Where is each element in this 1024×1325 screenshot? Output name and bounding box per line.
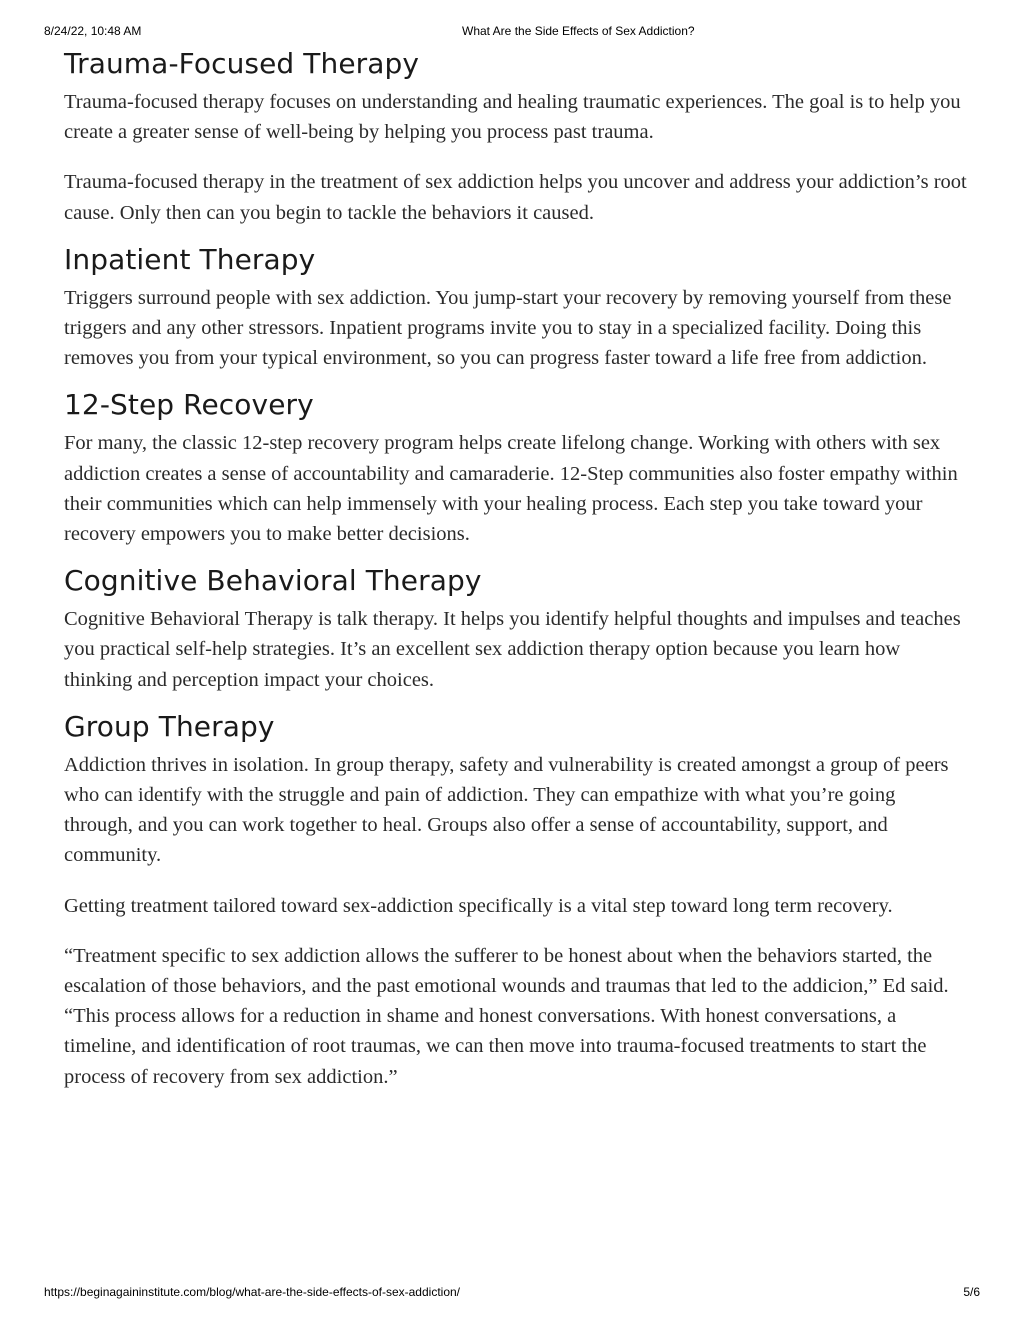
print-footer	[44, 1285, 980, 1301]
paragraph: Triggers surround people with sex addiction. You jump-start your recovery by removing yourself from these triggers and any other stressors. Inpatient programs invite you to stay in a specialized facility. Doing this removes you from your typical environment, so you can progress faster toward a life free from addiction.	[64, 286, 952, 370]
quote-paragraph: “Treatment specific to sex addiction allows the sufferer to be honest about when the behaviors started, the escalation of those behaviors, and the past emotional wounds and traumas that led to the addicion,” Ed said. “This process allows for a reduction in shame and honest conversations. With honest conversations, a timeline, and identification of root traumas, we can then move into trauma-focused treatments to start the process of recovery from sex addiction.”	[64, 944, 949, 1088]
section-heading-trauma-focused-therapy: Trauma-Focused Therapy	[64, 47, 420, 80]
section-heading-cognitive-behavioral-therapy: Cognitive Behavioral Therapy	[64, 564, 482, 598]
print-page-number: 5/6	[963, 1285, 980, 1299]
paragraph: Trauma-focused therapy focuses on understanding and healing traumatic experiences. The goal is to help you create a greater sense of well-being by helping you process past trauma.	[64, 91, 961, 144]
paragraph: Getting treatment tailored toward sex-addiction specifically is a vital step toward long term recovery.	[64, 894, 893, 917]
print-url: https://beginagaininstitute.com/blog/what-are-the-side-effects-of-sex-addiction/	[44, 1285, 460, 1299]
print-header	[44, 24, 980, 40]
print-page-title: What Are the Side Effects of Sex Addiction?	[462, 24, 695, 38]
section-heading-group-therapy: Group Therapy	[64, 709, 275, 743]
section-heading-12-step-recovery: 12-Step Recovery	[64, 388, 314, 422]
paragraph: Addiction thrives in isolation. In group therapy, safety and vulnerability is created amongst a group of peers who can identify with the struggle and pain of addiction. They can empathize with what you’re going through, and you can work together to heal. Groups also offer a sense of accountability, support, and community.	[64, 753, 949, 867]
paragraph: Cognitive Behavioral Therapy is talk therapy. It helps you identify helpful thoughts and impulses and teaches you practical self-help strategies. It’s an excellent sex addiction therapy option because you learn how thinking and perception impact your choices.	[64, 608, 961, 691]
print-datetime: 8/24/22, 10:48 AM	[44, 24, 142, 38]
section-heading-inpatient-therapy: Inpatient Therapy	[64, 242, 316, 276]
paragraph: For many, the classic 12-step recovery program helps create lifelong change. Working with others with sex addiction creates a sense of accountability and camaraderie. 12-Step communities also foster empathy within their communities which can help immensely with your healing process. Each step you take toward your recovery empowers you to make better decisions.	[64, 432, 958, 546]
paragraph: Trauma-focused therapy in the treatment of sex addiction helps you uncover and address your addiction’s root cause. Only then can you begin to tackle the behaviors it caused.	[64, 171, 967, 224]
article-body	[64, 46, 968, 1112]
